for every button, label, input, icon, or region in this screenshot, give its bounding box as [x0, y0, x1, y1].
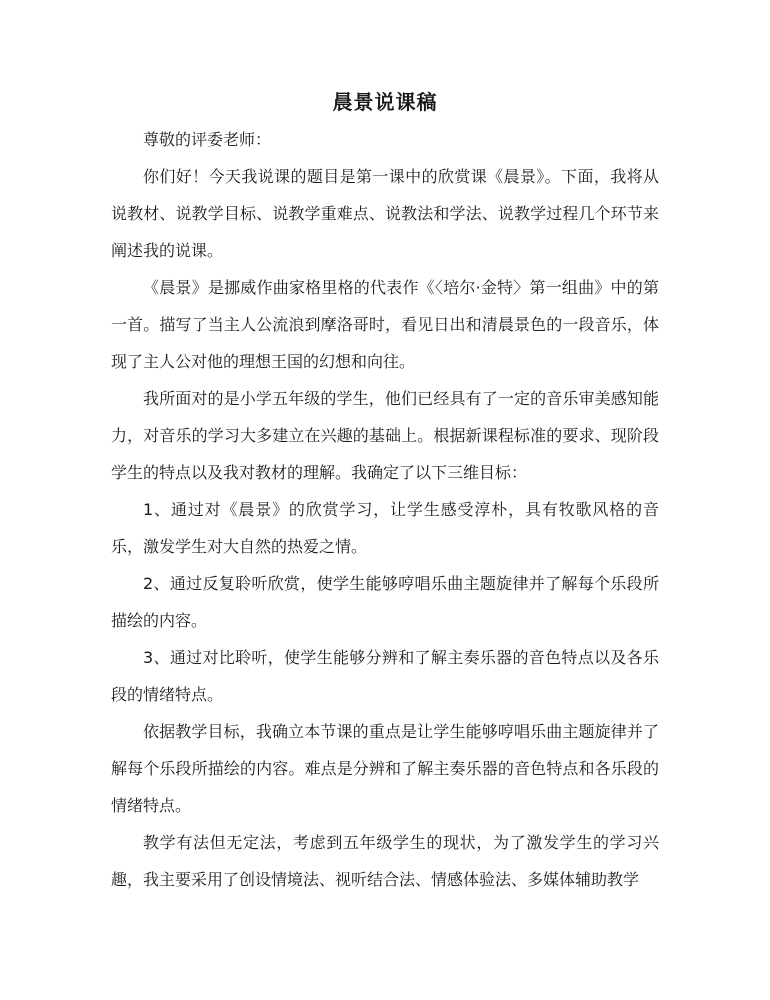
paragraph-intro: 你们好！今天我说课的题目是第一课中的欣赏课《晨景》。下面，我将从说教材、说教学目标、说教学重难点、说教法和学法、说教学过程几个环节来阐述我的说课。 [111, 167, 659, 260]
paragraph-goal-2: 2、通过反复聆听欣赏，使学生能够哼唱乐曲主题旋律并了解每个乐段所描绘的内容。 [111, 574, 659, 630]
paragraph-goal-1: 1、通过对《晨景》的欣赏学习，让学生感受淳朴，具有牧歌风格的音乐，激发学生对大自然的热爱之情。 [111, 500, 659, 556]
document-title: 晨景说课稿 [332, 90, 438, 114]
document-body [111, 121, 659, 898]
paragraph-material: 《晨景》是挪威作曲家格里格的代表作《〈培尔·金特〉第一组曲》中的第一首。描写了当主人公流浪到摩洛哥时，看见日出和清晨景色的一段音乐，体现了主人公对他的理想王国的幻想和向往。 [111, 278, 659, 371]
paragraph-salutation: 尊敬的评委老师： [143, 130, 272, 149]
paragraph-goal-3: 3、通过对比聆听，使学生能够分辨和了解主奏乐器的音色特点以及各乐段的情绪特点。 [111, 648, 659, 704]
paragraph-methods: 教学有法但无定法，考虑到五年级学生的现状，为了激发学生的学习兴趣，我主要采用了创设情境法、视听结合法、情感体验法、多媒体辅助教学 [111, 833, 659, 889]
paragraph-students: 我所面对的是小学五年级的学生，他们已经具有了一定的音乐审美感知能力，对音乐的学习大多建立在兴趣的基础上。根据新课程标准的要求、现阶段学生的特点以及我对教材的理解。我确定了以下三维目标： [111, 389, 659, 482]
paragraph-key-points: 依据教学目标，我确立本节课的重点是让学生能够哼唱乐曲主题旋律并了解每个乐段所描绘的内容。难点是分辨和了解主奏乐器的音色特点和各乐段的情绪特点。 [111, 722, 659, 815]
